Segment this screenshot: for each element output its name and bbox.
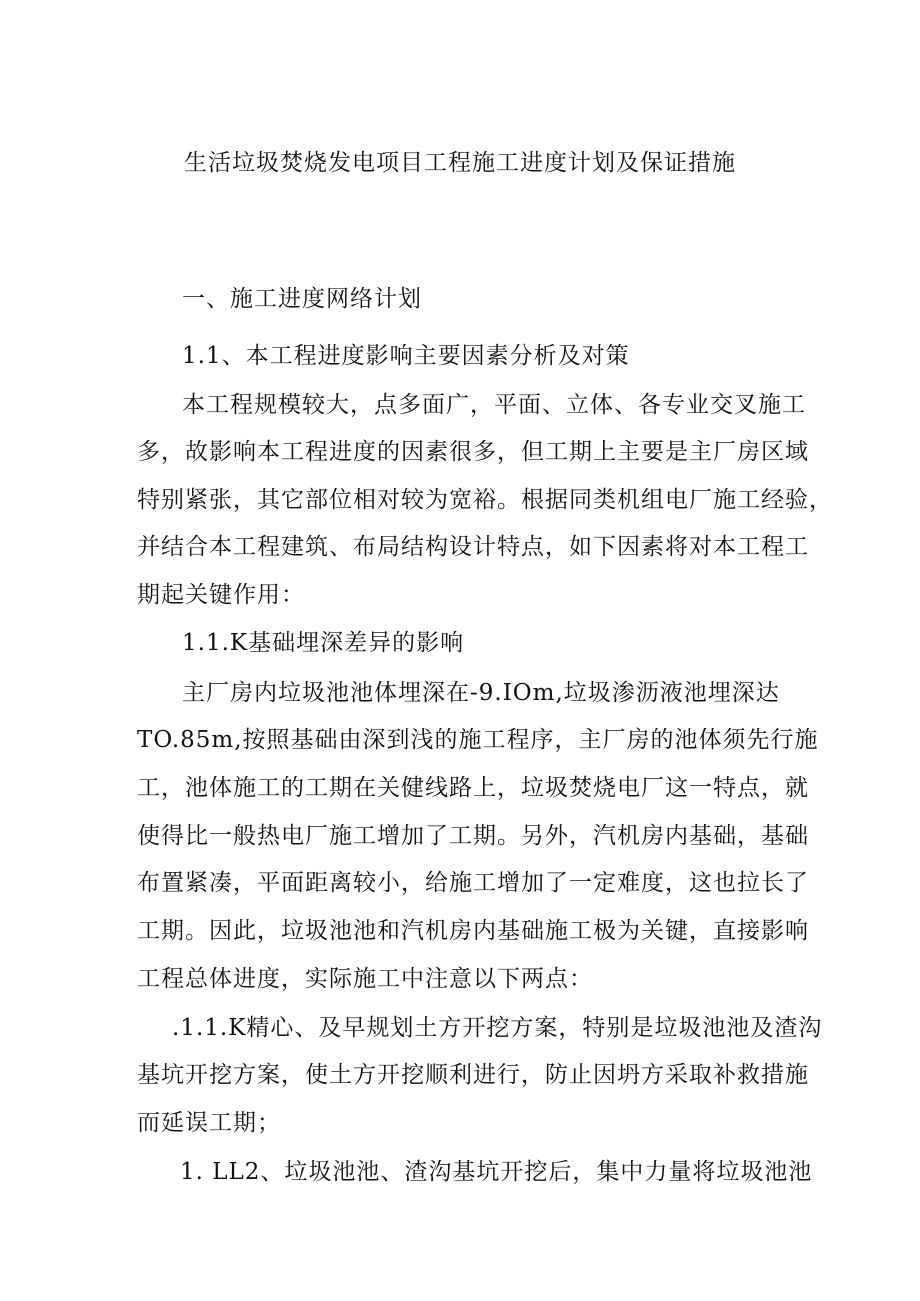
- paragraph-line: 使得比一般热电厂施工增加了工期。另外，汽机房内基础，基础: [137, 823, 809, 849]
- paragraph-line: 工期。因此，垃圾池池和汽机房内基础施工极为关键，直接影响: [137, 918, 809, 944]
- paragraph-line: 多，故影响本工程进度的因素很多，但工期上主要是主厂房区域: [137, 439, 809, 465]
- paragraph-line: 并结合本工程建筑、布局结构设计特点，如下因素将对本工程工: [137, 534, 809, 560]
- paragraph-line: 工，池体施工的工期在关健线路上，垃圾焚烧电厂这一特点，就: [137, 775, 809, 801]
- list-item-line: 而延误工期；: [137, 1110, 281, 1136]
- list-item-line: 基坑开挖方案，使土方开挖顺利进行，防止因坍方采取补救措施: [137, 1062, 809, 1088]
- paragraph-line: 特别紧张，其它部位相对较为宽裕。根据同类机组电厂施工经验，: [137, 487, 833, 513]
- paragraph-line: 布置紧凑，平面距离较小，给施工增加了一定难度，这也拉长了: [137, 870, 809, 896]
- document-title: 生活垃圾焚烧发电项目工程施工进度计划及保证措施: [184, 150, 736, 176]
- paragraph-line: 主厂房内垃圾池池体埋深在-9.IOm,垃圾渗沥液池埋深达: [182, 680, 780, 706]
- paragraph-line: 期起关键作用：: [137, 582, 305, 608]
- subsection-heading: 1.1、本工程进度影响主要因素分析及对策: [182, 343, 630, 369]
- sub-heading: 1.1.K基础埋深差异的影响: [182, 630, 465, 656]
- paragraph-line: 工程总体进度，实际施工中注意以下两点：: [137, 966, 593, 992]
- list-item-line: .1.1.K精心、及早规划土方开挖方案，特别是垃圾池池及渣沟: [172, 1015, 823, 1041]
- paragraph-line: TO.85m,按照基础由深到浅的施工程序，主厂房的池体须先行施: [137, 727, 819, 753]
- paragraph-line: 本工程规模较大，点多面广，平面、立体、各专业交叉施工: [182, 392, 806, 418]
- section-heading: 一、施工进度网络计划: [182, 286, 422, 312]
- list-item-line: 1. LL2、垃圾池池、渣沟基坑开挖后，集中力量将垃圾池池: [180, 1159, 813, 1185]
